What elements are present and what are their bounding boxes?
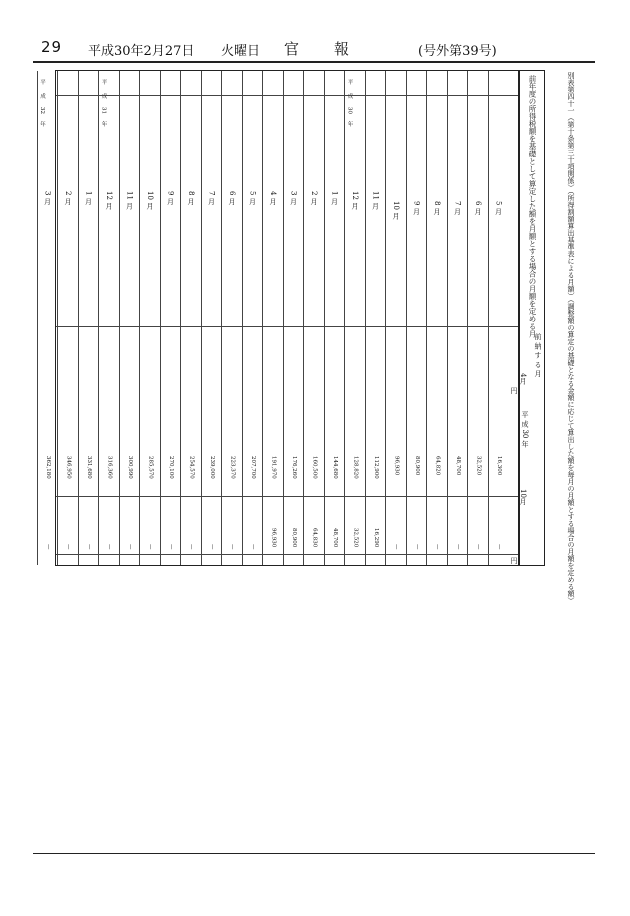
row-amount-april: 32,520 <box>475 456 482 476</box>
row-divider <box>447 71 448 565</box>
group-label-year: 32 <box>39 107 45 114</box>
row-divider <box>160 71 161 565</box>
group-label-name: 成 <box>39 93 45 99</box>
group-label-year: 30 <box>346 107 353 114</box>
row-amount-october: — <box>434 544 441 550</box>
row-amount-april: 239,000 <box>209 456 215 479</box>
row-amount-april: 176,260 <box>291 456 297 479</box>
row-amount-october: — <box>147 544 154 550</box>
row-divider <box>242 71 243 565</box>
row-month-label: 7 月 <box>453 201 462 215</box>
premium-table <box>39 70 545 566</box>
row-month-label: 7 月 <box>207 191 216 205</box>
row-divider <box>406 71 407 565</box>
row-divider <box>365 71 366 565</box>
row-month-label: 8 月 <box>187 191 195 205</box>
row-divider <box>98 71 99 565</box>
group-label-name: 成 <box>100 93 107 99</box>
row-amount-april: 223,370 <box>229 456 236 479</box>
row-amount-april: 362,180 <box>45 456 51 479</box>
band-rule-april <box>56 496 518 497</box>
row-amount-october: 32,520 <box>352 528 359 548</box>
row-month-label: 3 月 <box>43 191 52 205</box>
row-divider <box>78 71 79 565</box>
group-label-suffix: 年 <box>346 121 353 127</box>
row-amount-october: 80,900 <box>291 528 297 548</box>
row-divider <box>262 71 263 565</box>
row-divider <box>201 71 202 565</box>
inner-caption: 前年度の所得税額を基礎として算定した額を月額とする場合の月額を定める月 <box>528 75 537 338</box>
row-amount-april: 316,360 <box>106 456 113 479</box>
row-divider <box>344 71 345 565</box>
row-month-label: 6 月 <box>228 191 236 205</box>
row-month-label: 5 月 <box>248 191 257 205</box>
page-number: 29 <box>41 38 63 56</box>
row-amount-october: — <box>209 544 215 550</box>
row-amount-april: 96,930 <box>393 456 400 476</box>
unit-label-oct: 円 <box>510 557 518 564</box>
row-month-label: 6 月 <box>474 201 482 215</box>
row-month-label: 9 月 <box>166 191 175 205</box>
band-rule-month <box>56 326 518 327</box>
row-month-label: 10 月 <box>146 191 154 210</box>
column-to-month: 10月 <box>519 489 527 505</box>
row-divider <box>426 71 427 565</box>
row-month-label: 1 月 <box>84 191 93 205</box>
row-month-label: 11 月 <box>371 191 380 210</box>
row-amount-october: 96,930 <box>270 528 277 548</box>
row-amount-october: 64,830 <box>311 528 318 548</box>
row-month-label: 2 月 <box>64 191 72 205</box>
row-month-label: 9 月 <box>412 201 421 215</box>
gazette-title-char-2: 報 <box>334 40 350 58</box>
row-amount-april: 144,680 <box>332 456 338 479</box>
row-amount-october: — <box>168 544 174 550</box>
row-month-label: 4 月 <box>269 191 277 205</box>
row-amount-october: — <box>455 544 461 550</box>
row-divider <box>37 71 38 565</box>
row-divider <box>221 71 222 565</box>
issue-weekday: 火曜日 <box>221 44 261 59</box>
row-month-label: 10 月 <box>392 201 400 220</box>
footer-rule <box>33 853 595 854</box>
row-month-label: 12 月 <box>105 191 113 210</box>
row-amount-april: 16,300 <box>496 456 502 476</box>
row-divider <box>324 71 325 565</box>
row-divider <box>303 71 304 565</box>
row-amount-october: — <box>414 544 420 550</box>
gazette-title-char-1: 官 <box>284 40 300 58</box>
header-rule <box>33 61 595 63</box>
row-divider <box>488 71 489 565</box>
group-label-name: 成 <box>346 93 353 99</box>
group-label-year: 31 <box>100 107 107 114</box>
row-amount-october: — <box>496 544 502 550</box>
row-month-label: 8 月 <box>433 201 441 215</box>
row-amount-april: 128,820 <box>352 456 359 479</box>
row-amount-october: — <box>250 544 256 550</box>
page-header <box>0 0 630 60</box>
row-amount-april: 112,900 <box>373 456 379 479</box>
row-month-label: 1 月 <box>330 191 339 205</box>
row-month-label: 12 月 <box>351 191 359 210</box>
row-month-label: 5 月 <box>494 201 503 215</box>
row-divider <box>283 71 284 565</box>
row-amount-april: 331,680 <box>86 456 92 479</box>
band-rule-bottom <box>56 554 518 555</box>
group-label-era: 平 <box>100 79 107 85</box>
column-era-label: 平 成 30 年 <box>521 411 529 448</box>
issue-date: 平成30年2月27日 <box>88 44 195 59</box>
group-label-suffix: 年 <box>39 121 45 127</box>
row-divider <box>467 71 468 565</box>
column-from-month: 4月 <box>519 373 527 385</box>
row-amount-october: — <box>45 544 51 550</box>
row-divider <box>180 71 181 565</box>
row-amount-april: 160,500 <box>311 456 318 479</box>
row-amount-april: 80,900 <box>414 456 420 476</box>
row-divider <box>119 71 120 565</box>
row-amount-april: 207,700 <box>250 456 256 479</box>
row-divider <box>139 71 140 565</box>
row-amount-april: 48,700 <box>455 456 461 476</box>
row-amount-october: — <box>65 544 72 550</box>
column-group-label: 前 納 す る 月 <box>534 333 542 377</box>
row-month-label: 3 月 <box>289 191 298 205</box>
table-caption: 別表第四十一（第十条第三十項関係）（所得割額算出基準表による月額）（調整額の算定の基礎となる金額に応じて算出した額を毎月の月額とする場合の月額を定める額） <box>567 72 575 604</box>
row-amount-october: — <box>475 544 482 550</box>
row-amount-october: — <box>106 544 113 550</box>
row-divider <box>385 71 386 565</box>
row-divider <box>57 71 58 565</box>
row-amount-april: 346,950 <box>65 456 72 479</box>
row-amount-april: 64,820 <box>434 456 441 476</box>
group-label-suffix: 年 <box>100 121 107 127</box>
row-amount-april: 300,990 <box>127 456 133 479</box>
row-amount-october: — <box>393 544 400 550</box>
band-rule-top <box>56 95 518 96</box>
caption-divider <box>518 71 520 565</box>
group-label-era: 平 <box>39 79 45 85</box>
row-amount-october: — <box>229 544 236 550</box>
row-amount-october: 48,700 <box>332 528 338 548</box>
group-label-era: 平 <box>346 79 353 85</box>
row-amount-october: — <box>127 544 133 550</box>
row-amount-october: — <box>86 544 92 550</box>
issue-number: (号外第39号) <box>418 44 497 59</box>
row-month-label: 11 月 <box>125 191 134 210</box>
row-amount-april: 270,100 <box>168 456 174 479</box>
row-amount-april: 254,570 <box>188 456 195 479</box>
row-amount-april: 285,570 <box>147 456 154 479</box>
row-amount-october: 16,290 <box>373 528 379 548</box>
row-amount-october: — <box>188 544 195 550</box>
row-amount-april: 191,970 <box>270 456 277 479</box>
unit-label-apr: 円 <box>510 387 518 394</box>
row-month-label: 2 月 <box>310 191 318 205</box>
